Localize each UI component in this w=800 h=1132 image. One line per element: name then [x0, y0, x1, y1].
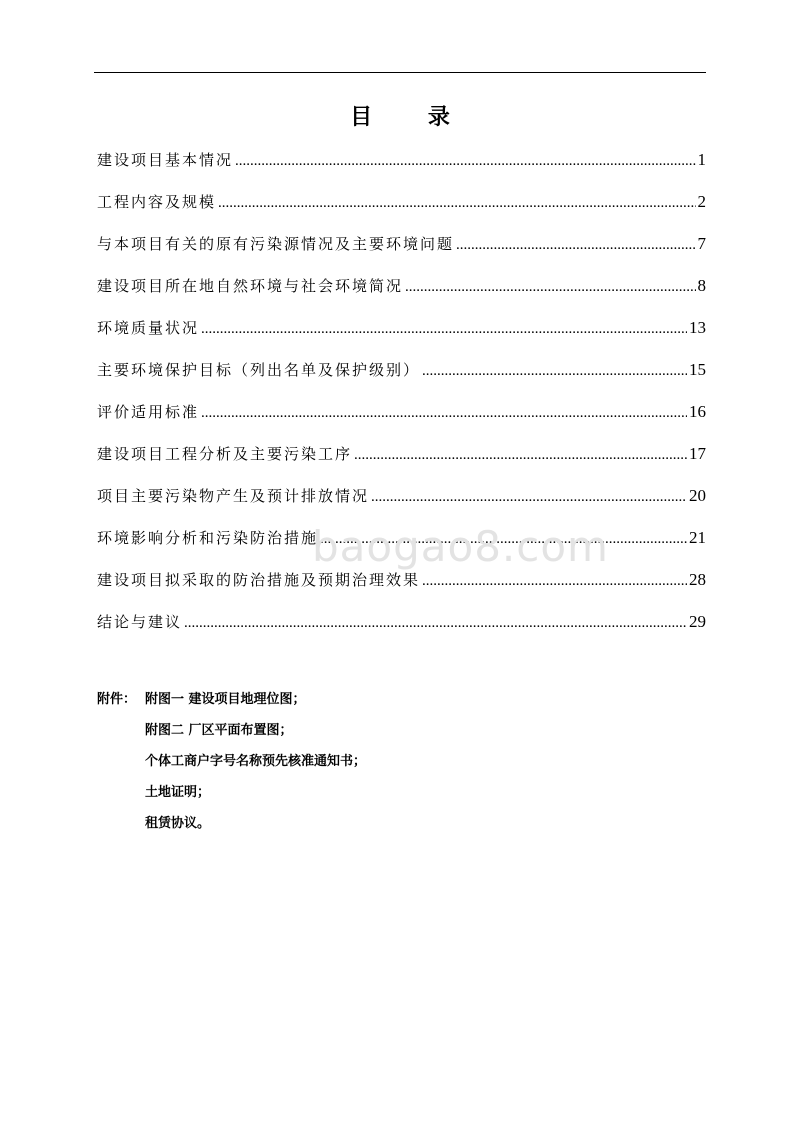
attachment-text: 土地证明； — [145, 785, 211, 800]
toc-entry[interactable] — [97, 482, 706, 524]
toc-entry-text: 环境质量状况 — [97, 319, 200, 337]
attachment-text: 个体工商户字号名称预先核准通知书； — [145, 754, 367, 769]
toc-entry-text: 项目主要污染物产生及预计排放情况 — [97, 487, 370, 505]
toc-entry-page: 2 — [697, 192, 706, 211]
toc-entry-text: 主要环境保护目标（列出名单及保护级别） — [97, 361, 421, 379]
toc-entry-page: 21 — [689, 528, 706, 547]
toc-leader-dots — [371, 483, 687, 511]
attachment-text: 附图二 厂区平面布置图； — [145, 723, 293, 738]
toc-entry[interactable] — [97, 314, 706, 356]
toc-entry-page: 16 — [689, 402, 706, 421]
toc-entry-text: 建设项目工程分析及主要污染工序 — [97, 445, 353, 463]
toc-entry-page: 28 — [689, 570, 706, 589]
toc-entry[interactable] — [97, 566, 706, 608]
toc-leader-dots — [456, 231, 695, 259]
toc-leader-dots — [405, 273, 695, 301]
attachment-text: 租赁协议。 — [145, 816, 211, 831]
attachment-item — [97, 719, 617, 750]
toc-leader-dots — [422, 357, 687, 385]
toc-entry-text: 工程内容及规模 — [97, 193, 217, 211]
toc-entry-page: 7 — [697, 234, 706, 253]
attachment-item — [97, 688, 617, 719]
toc-leader-dots — [235, 147, 695, 175]
toc-entry-text: 评价适用标准 — [97, 403, 200, 421]
toc-entry-page: 1 — [697, 150, 706, 169]
toc-list — [97, 146, 706, 650]
watermark: baogao8.com — [312, 522, 609, 571]
toc-entry-page: 29 — [689, 612, 706, 631]
attachments-label: 附件： — [97, 692, 137, 707]
attachment-item — [97, 781, 617, 812]
toc-entry[interactable] — [97, 230, 706, 272]
attachment-text: 附图一 建设项目地理位图； — [145, 692, 306, 707]
toc-entry-text: 建设项目所在地自然环境与社会环境简况 — [97, 277, 404, 295]
attachment-item — [97, 812, 617, 843]
toc-entry-page: 15 — [689, 360, 706, 379]
toc-entry[interactable] — [97, 356, 706, 398]
toc-entry-page: 13 — [689, 318, 706, 337]
toc-entry[interactable] — [97, 272, 706, 314]
toc-leader-dots — [422, 567, 687, 595]
toc-entry-text: 建设项目拟采取的防治措施及预期治理效果 — [97, 571, 421, 589]
toc-leader-dots — [320, 525, 687, 553]
toc-leader-dots — [218, 189, 695, 217]
toc-leader-dots — [184, 609, 687, 637]
toc-entry-page: 17 — [689, 444, 706, 463]
toc-entry[interactable] — [97, 608, 706, 650]
toc-leader-dots — [201, 399, 687, 427]
toc-entry[interactable] — [97, 146, 706, 188]
toc-entry-page: 20 — [689, 486, 706, 505]
toc-entry[interactable] — [97, 188, 706, 230]
toc-entry-page: 8 — [697, 276, 706, 295]
toc-entry[interactable] — [97, 398, 706, 440]
toc-leader-dots — [354, 441, 687, 469]
toc-entry-text: 结论与建议 — [97, 613, 183, 631]
toc-title: 目 录 — [350, 105, 474, 130]
toc-entry[interactable] — [97, 440, 706, 482]
toc-entry-text: 环境影响分析和污染防治措施 — [97, 529, 319, 547]
toc-leader-dots — [201, 315, 687, 343]
toc-entry[interactable] — [97, 524, 706, 566]
header-rule — [94, 72, 706, 73]
toc-entry-text: 建设项目基本情况 — [97, 151, 234, 169]
attachment-item — [97, 750, 617, 781]
toc-entry-text: 与本项目有关的原有污染源情况及主要环境问题 — [97, 235, 455, 253]
attachments-section — [97, 688, 617, 843]
